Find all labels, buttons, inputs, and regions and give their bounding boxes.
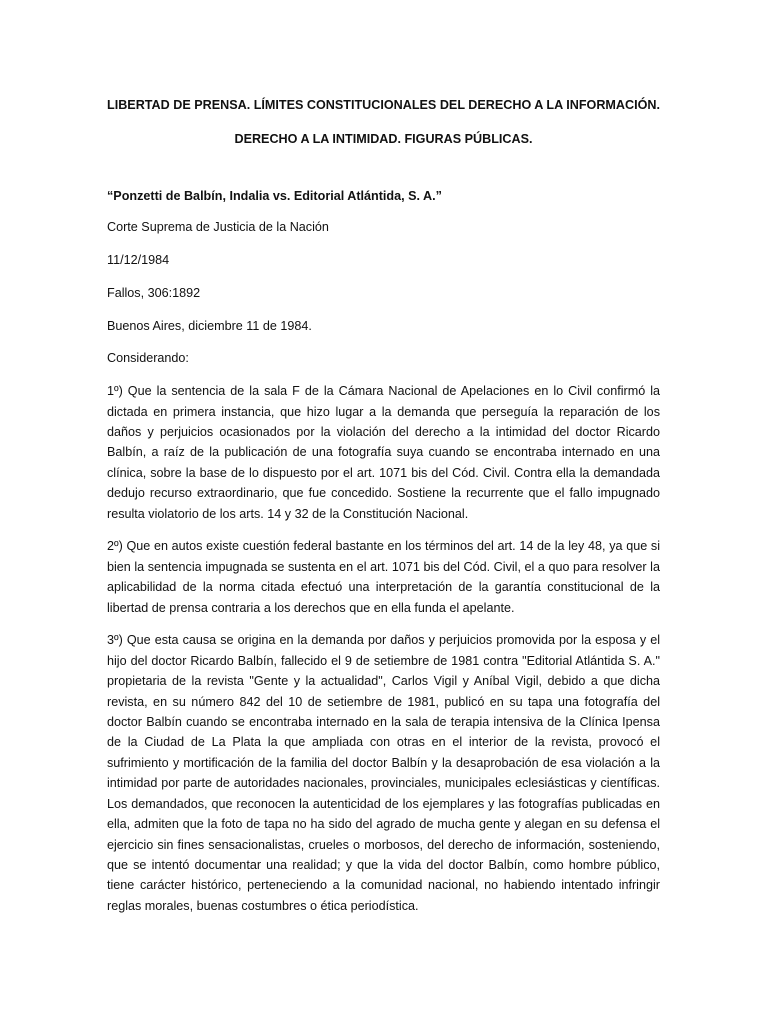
document-heading-2: DERECHO A LA INTIMIDAD. FIGURAS PÚBLICAS. [234,132,533,147]
place-and-date: Buenos Aires, diciembre 11 de 1984. [107,318,312,333]
paragraph-2: 2º) Que en autos existe cuestión federal bastante en los términos del art. 14 de la ley 48, ya que si bien la sentencia impugnada se sustenta en el art. 1071 bis del Cód. Civil, el a quo para resolver la aplicabilidad de la norma citada efectuó una interpretación de la garantía constitucional de la libertad de prensa contraria a los derechos que en ella funda el apelante. [107,539,660,615]
paragraph-1: 1º) Que la sentencia de la sala F de la Cámara Nacional de Apelaciones en lo Civil confirmó la dictada en primera instancia, que hizo lugar a la demanda que perseguía la reparación de los daños y perjuicios ocasionados por la violación del derecho a la intimidad del doctor Ricardo Balbín, a raíz de la publicación de una fotografía suya cuando se encontraba internado en una clínica, sobre la base de lo dispuesto por el art. 1071 bis del Cód. Civil. Contra ella la demandada dedujo recurso extraordinario, que fue concedido. Sostiene la recurrente que el fallo impugnado resulta violatorio de los arts. 14 y 32 de la Constitución Nacional. [107,384,660,521]
considerando-label: Considerando: [107,351,189,366]
citation: Fallos, 306:1892 [107,285,201,300]
ruling-date: 11/12/1984 [107,253,170,268]
case-title: “Ponzetti de Balbín, Indalia vs. Editorial Atlántida, S. A.” [107,188,442,203]
court-name: Corte Suprema de Justicia de la Nación [107,220,329,235]
paragraph-3: 3º) Que esta causa se origina en la demanda por daños y perjuicios promovida por la esposa y el hijo del doctor Ricardo Balbín, fallecido el 9 de setiembre de 1981 contra "Editorial Atlántida S. A." propietaria de la revista "Gente y la actualidad", Carlos Vigil y Aníbal Vigil, debido a que dicha revista, en su número 842 del 10 de setiembre de 1981, publicó en su tapa una fotografía del doctor Balbín cuando se encontraba internado en la sala de terapia intensiva de la Clínica Ipensa de la Ciudad de La Plata la que ampliada con otras en el interior de la revista, provocó el sufrimiento y mortificación de la familia del doctor Balbín y la desaprobación de esa violación a la intimidad por parte de autoridades nacionales, provinciales, municipales eclesiásticas y científicas. Los demandados, que reconocen la autenticidad de los ejemplares y las fotografías publicadas en ella, admiten que la foto de tapa no ha sido del agrado de mucha gente y alegan en su defensa el ejercicio sin fines sensacionalistas, crueles o morbosos, del derecho de información, sosteniendo, que se intentó documentar una realidad; y que la vida del doctor Balbín, como hombre público, tiene carácter histórico, perteneciendo a la comunidad nacional, no habiendo intentado infringir reglas morales, buenas costumbres o ética periodística. [107,633,660,913]
document-heading-1: LIBERTAD DE PRENSA. LÍMITES CONSTITUCIONALES DEL DERECHO A LA INFORMACIÓN. [107,98,660,112]
document-body [107,95,660,929]
